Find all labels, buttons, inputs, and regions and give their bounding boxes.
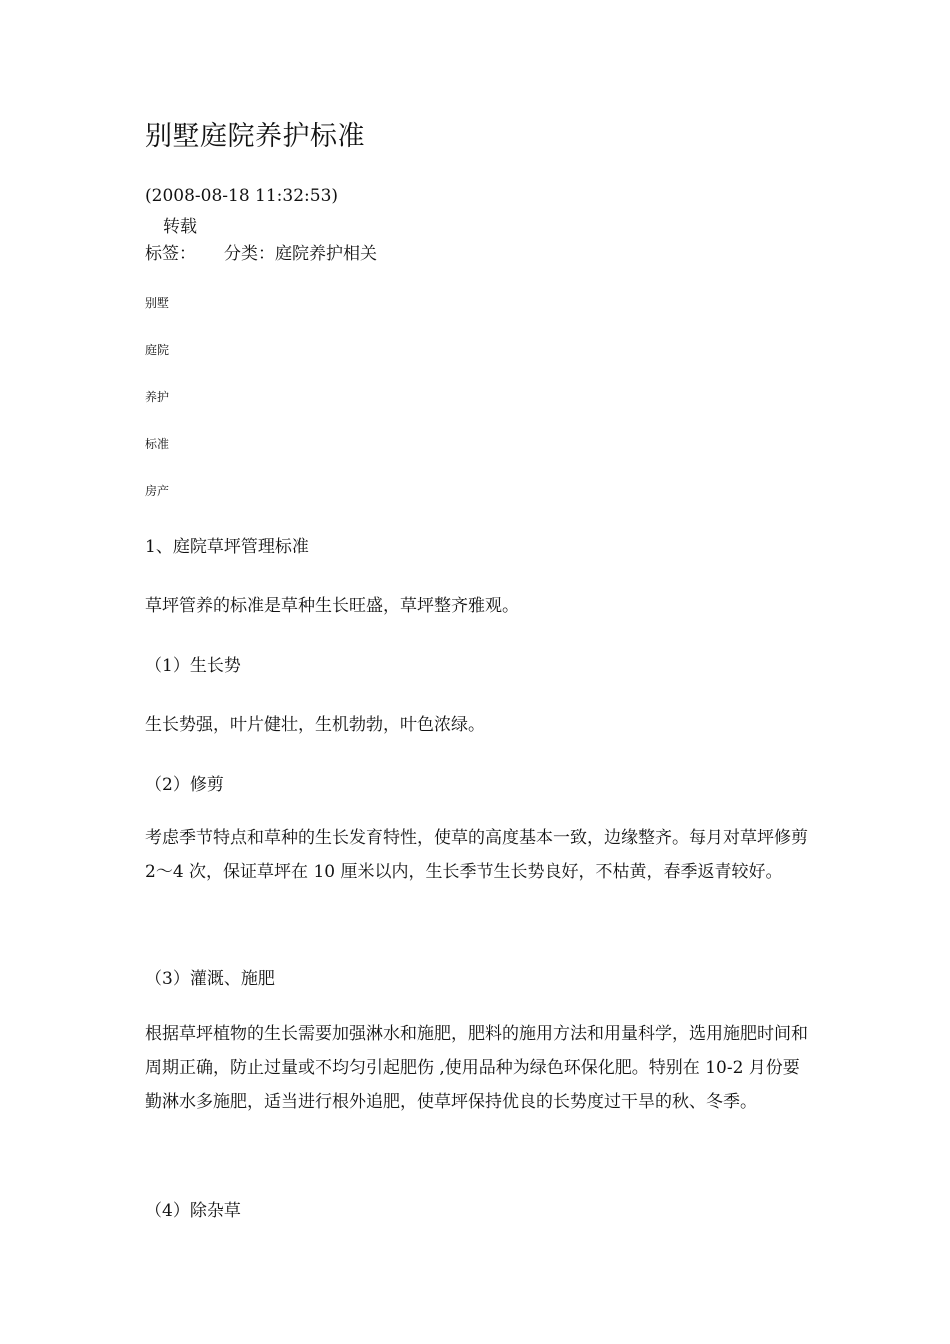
section-heading: 1、庭院草坪管理标准 — [145, 537, 309, 557]
repost-label: 转载 — [163, 217, 197, 237]
paragraph: 根据草坪植物的生长需要加强淋水和施肥，肥料的施用方法和用量科学，选用施肥时间和周期正确，防止过量或不均匀引起肥伤 ,使用品种为绿色环保化肥。特别在 10-2 月份要勤淋水多施肥，适当进行根外追肥，使草坪保持优良的长势度过干旱的秋、冬季。 — [145, 1024, 808, 1112]
paragraph: 生长势强，叶片健壮，生机勃勃，叶色浓绿。 — [145, 715, 485, 735]
tag-link[interactable]: 房产 — [145, 484, 170, 498]
tag-link[interactable]: 养护 — [145, 390, 170, 404]
post-date: (2008-08-18 11:32:53) — [145, 186, 339, 206]
tag-link[interactable]: 庭院 — [145, 343, 170, 357]
tags-category-line — [145, 239, 377, 264]
item-heading: （3）灌溉、施肥 — [145, 969, 275, 989]
paragraph: 考虑季节特点和草种的生长发育特性，使草的高度基本一致，边缘整齐。每月对草坪修剪 2～4 次，保证草坪在 10 厘米以内，生长季节生长势良好，不枯黄，春季返青较好。 — [145, 828, 808, 882]
tag-link[interactable]: 标准 — [145, 437, 170, 451]
page-title: 别墅庭院养护标准 — [145, 121, 365, 152]
item-heading: （4）除杂草 — [145, 1201, 241, 1221]
paragraph: 草坪管养的标准是草种生长旺盛，草坪整齐雅观。 — [145, 596, 519, 616]
tag-link[interactable]: 别墅 — [145, 296, 170, 310]
item-heading: （1）生长势 — [145, 656, 241, 676]
item-heading: （2）修剪 — [145, 775, 224, 795]
tags-label: 标签： — [145, 244, 196, 264]
category-link[interactable]: 分类：庭院养护相关 — [224, 244, 377, 264]
